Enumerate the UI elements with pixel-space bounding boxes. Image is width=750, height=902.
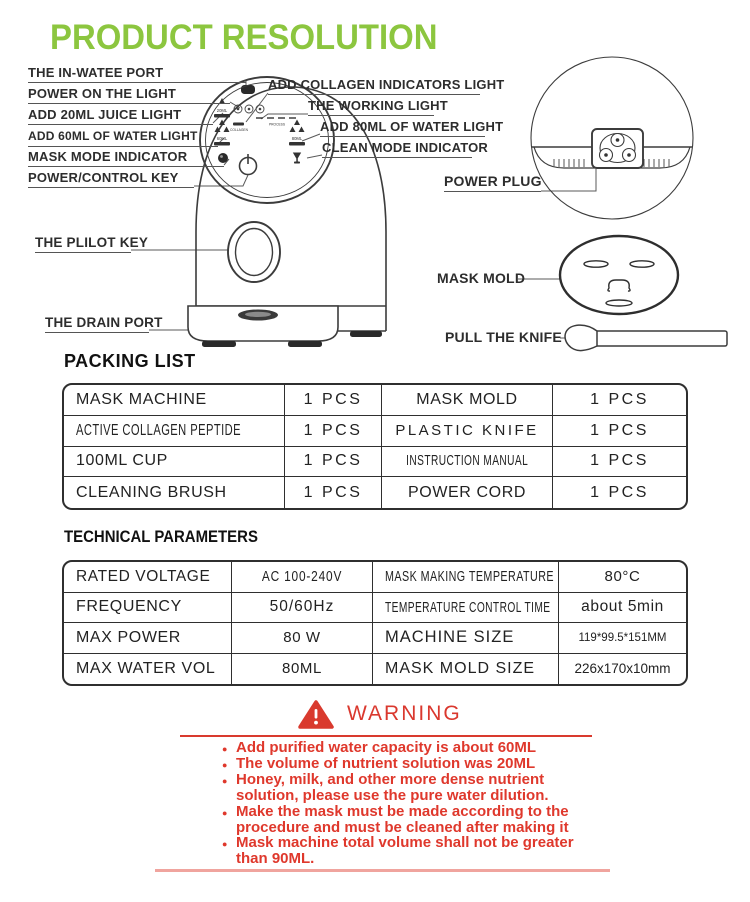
tech-cell — [373, 593, 559, 624]
knife-drawing — [565, 325, 727, 350]
packing-cell — [382, 447, 553, 478]
tech-cell — [232, 562, 373, 593]
tech-cell: 80°C — [559, 562, 686, 593]
packing-cell: CLEANING BRUSH — [64, 477, 285, 508]
packing-cell: 1 PCS — [590, 483, 649, 501]
label-working-light: THE WORKING LIGHT — [308, 99, 434, 116]
tech-cell: 80ML — [232, 654, 373, 685]
panel-label-80ml: 80ML — [291, 136, 303, 141]
packing-cell: 1 PCS — [285, 416, 382, 447]
technical-parameters-table — [62, 560, 688, 686]
packing-cell: POWER CORD — [382, 477, 553, 508]
packing-cell: 1 PCS — [285, 477, 382, 508]
tech-cell: 80 W — [232, 623, 373, 654]
panel-right-column-icons — [289, 120, 305, 164]
power-plug-detail — [531, 57, 693, 219]
packing-cell-text: INSTRUCTION MANUAL — [405, 453, 529, 470]
label-add-60ml-water: ADD 60ML OF WATER LIGHT — [28, 130, 218, 147]
panel-label-20ml: 20ML — [216, 108, 228, 113]
panel-label-collagen: COLLAGEN — [230, 128, 248, 132]
packing-cell: 1 PCS — [285, 447, 382, 478]
packing-cell: PLASTIC KNIFE — [382, 416, 553, 447]
packing-cell: 100ML CUP — [64, 447, 285, 478]
label-add-20ml-juice: ADD 20ML JUICE LIGHT — [28, 108, 213, 125]
tech-cell: 226x170x10mm — [574, 661, 671, 677]
label-power-on-light: POWER ON THE LIGHT — [28, 87, 230, 104]
tech-cell-text: AC 100-240V — [261, 568, 343, 585]
tech-cell — [373, 562, 559, 593]
warning-item: ● Add purified water capacity is about 60ML — [236, 740, 598, 756]
panel-label-process: PROCESS — [268, 122, 286, 127]
technical-parameters-heading: TECHNICAL PARAMETERS — [64, 527, 258, 546]
packing-list-heading: PACKING LIST — [64, 351, 196, 371]
packing-cell — [64, 416, 285, 447]
power-key-icon — [240, 154, 257, 175]
tech-cell-text: MASK MAKING TEMPERATURE — [385, 568, 555, 585]
panel-center-icons — [230, 118, 296, 132]
tech-cell-text: TEMPERATURE CONTROL TIME — [385, 598, 551, 616]
label-clean-mode: CLEAN MODE INDICATOR — [322, 141, 472, 158]
label-add-collagen-light: ADD COLLAGEN INDICATORS LIGHT — [268, 78, 480, 95]
label-mask-mode: MASK MODE INDICATOR — [28, 150, 224, 167]
packing-cell: MASK MACHINE — [64, 385, 285, 416]
warning-item: ● Mask machine total volume shall not be greater than 90ML. — [236, 835, 598, 867]
label-power-control-key: POWER/CONTROL KEY — [28, 171, 194, 188]
tech-cell: RATED VOLTAGE — [64, 562, 232, 593]
label-add-80ml-water: ADD 80ML OF WATER LIGHT — [320, 120, 485, 137]
warning-list — [222, 740, 598, 867]
page-title: PRODUCT RESOLUTION — [50, 18, 438, 57]
warning-item: ● The volume of nutrient solution was 20ML — [236, 756, 598, 772]
packing-cell: 1 PCS — [553, 416, 686, 447]
mask-mold-drawing — [560, 236, 678, 314]
tech-cell: MASK MOLD SIZE — [373, 654, 559, 685]
panel-label-60ml: 60ML — [216, 136, 228, 141]
pilot-key — [228, 222, 280, 282]
tech-cell: FREQUENCY — [64, 593, 232, 624]
warning-item: ● Make the mask must be made according to the procedure and must be cleaned after making it — [236, 804, 598, 836]
tech-cell: 50/60Hz — [232, 593, 373, 624]
label-drain-port: THE DRAIN PORT — [45, 316, 149, 333]
label-pull-knife: PULL THE KNIFE — [445, 329, 562, 345]
label-pilot-key: THE PLILOT KEY — [35, 236, 131, 253]
packing-cell: 1 PCS — [285, 385, 382, 416]
warning-divider-bottom — [155, 869, 610, 872]
packing-cell: MASK MOLD — [382, 385, 553, 416]
packing-list-table — [62, 383, 688, 510]
drain-port — [238, 310, 278, 321]
packing-cell-text: ACTIVE COLLAGEN PEPTIDE — [76, 421, 241, 439]
tech-cell: MAX POWER — [64, 623, 232, 654]
tech-cell: 119*99.5*151MM — [559, 623, 686, 654]
label-in-water-port: THE IN-WATEE PORT — [28, 66, 246, 83]
warning-item: ● Honey, milk, and other more dense nutrient solution, please use the pure water dilution. — [236, 772, 598, 804]
packing-cell: 1 PCS — [553, 447, 686, 478]
packing-cell: 1 PCS — [553, 385, 686, 416]
tech-cell: MACHINE SIZE — [373, 623, 559, 654]
warning-divider-top — [180, 735, 592, 737]
label-power-plug: POWER PLUG — [444, 175, 541, 192]
tech-cell: about 5min — [559, 593, 686, 624]
label-mask-mold: MASK MOLD — [437, 270, 526, 286]
warning-title: WARNING — [347, 702, 462, 725]
warning-triangle-icon — [298, 699, 334, 731]
tech-cell: MAX WATER VOL — [64, 654, 232, 685]
